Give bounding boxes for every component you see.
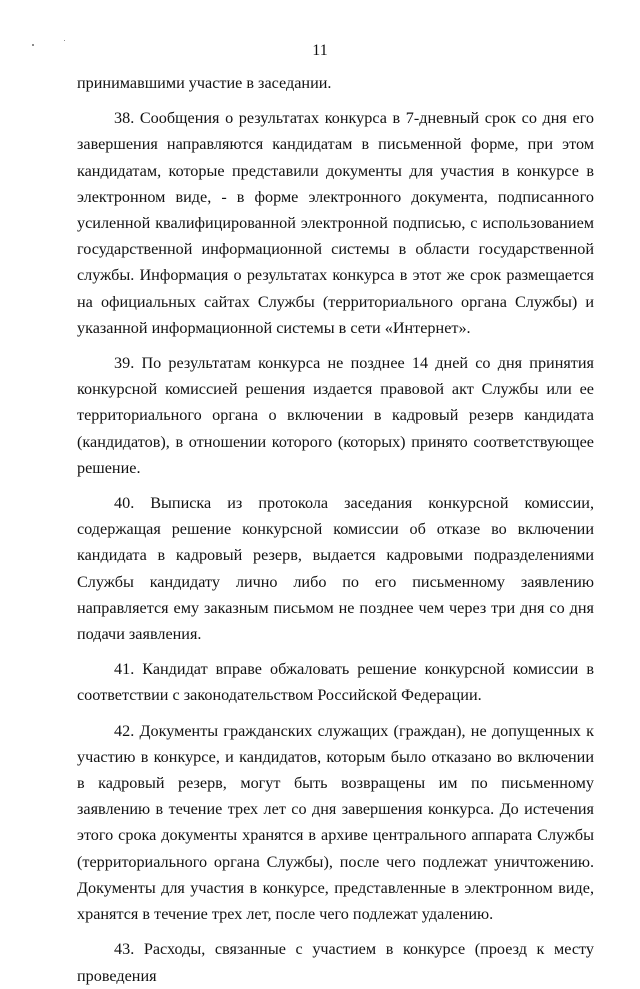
scan-speck: [64, 40, 65, 41]
paragraph-40: 40. Выписка из протокола заседания конкурсной комиссии, содержащая решение конкурсной комиссии об отказе во включении кандидата в кадровый резерв, выдается кадровыми подразделениями Службы кандидату лично либо по его письменному заявлению направляется ему заказным письмом не позднее чем через три дня со дня подачи заявления.: [77, 494, 594, 644]
paragraph-38: 38. Сообщения о результатах конкурса в 7-дневный срок со дня его завершения направляются кандидатам в письменной форме, при этом кандидатам, которые представили документы для участия в конкурсе в электронном виде, - в форме электронного документа, подписанного усиленной квалифицированной электронной подписью, с использованием государственной информационной системы в области государственной службы. Информация о результатах конкурса в этот же срок размещается на официальных сайтах Службы (территориального органа Службы) и указанной информационной системы в сети «Интернет».: [77, 109, 594, 337]
paragraph-42: 42. Документы гражданских служащих (граждан), не допущенных к участию в конкурсе, и кандидатов, которым было отказано во включении в кадровый резерв, могут быть возвращены им по письменному заявлению в течение трех лет со дня завершения конкурса. До истечения этого срока документы хранятся в архиве центрального аппарата Службы (территориального органа Службы), после чего подлежат уничтожению. Документы для участия в конкурсе, представленные в электронном виде, хранятся в течение трех лет, после чего подлежат удалению.: [77, 721, 594, 924]
paragraph-continuation: принимавшими участие в заседании.: [77, 74, 332, 92]
paragraph-43: 43. Расходы, связанные с участием в конкурсе (проезд к месту проведения: [77, 940, 594, 985]
paragraph-39: 39. По результатам конкурса не позднее 14 дней со дня принятия конкурсной комиссией решения издается правовой акт Службы или ее территориального органа о включении в кадровый резерв кандидата (кандидатов), в отношении которого (которых) принято соответствующее решение.: [77, 354, 594, 477]
page-number: 11: [312, 42, 328, 59]
document-body: [77, 70, 594, 989]
paragraph-41: 41. Кандидат вправе обжаловать решение конкурсной комиссии в соответствии с законодательством Российской Федерации.: [77, 660, 594, 705]
